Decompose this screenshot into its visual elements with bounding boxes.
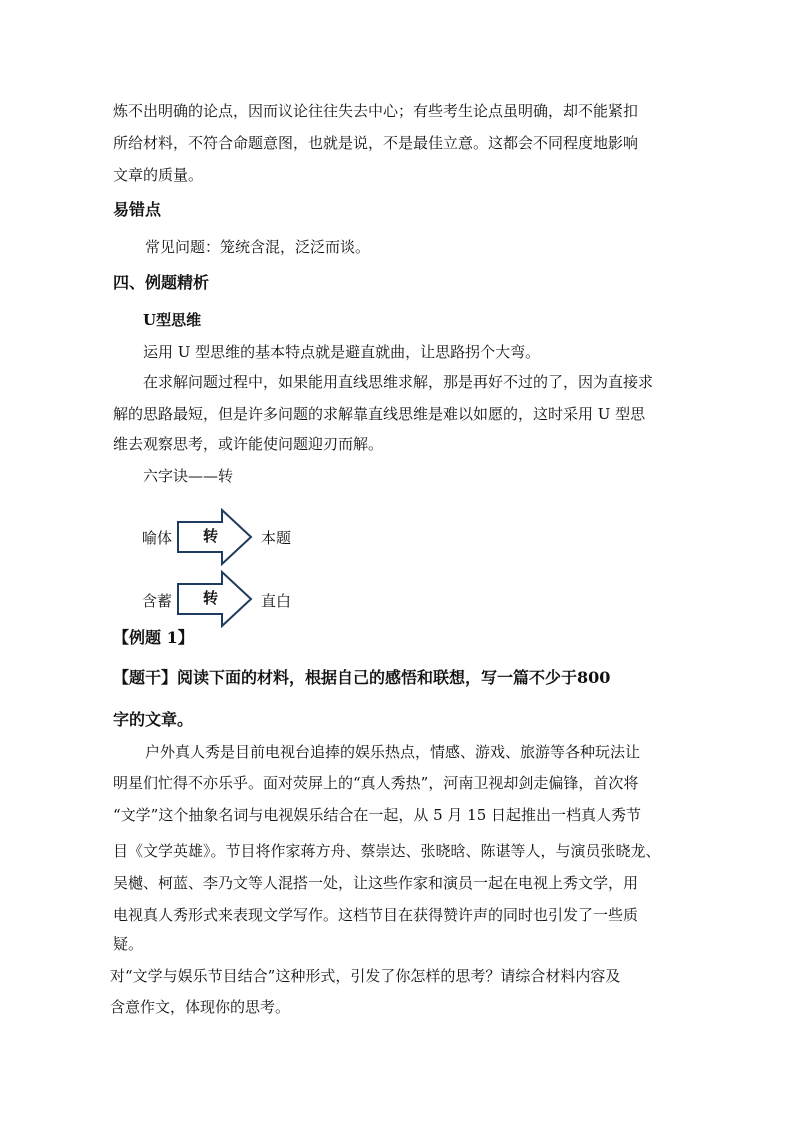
- errors-text: 常见问题：笼统含混，泛泛而谈。: [145, 238, 371, 256]
- intro-line-1: 炼不出明确的论点，因而议论往往失去中心；有些考生论点虽明确，却不能紧扣: [113, 102, 639, 120]
- example-stem-line2: 字的文章。: [113, 710, 194, 729]
- material-line-1: 户外真人秀是目前电视台追捧的娱乐热点，情感、游戏、旅游等各种玩法让: [145, 743, 641, 761]
- intro-line-3: 文章的质量。: [113, 166, 204, 184]
- material-line-5: 吴樾、柯蓝、李乃文等人混搭一处，让这些作家和演员一起在电视上秀文学，用: [113, 874, 639, 892]
- example-stem-line1: 【题干】阅读下面的材料，根据自己的感悟和联想，写一篇不少于800: [113, 668, 611, 687]
- material-line-3: “文学”这个抽象名词与电视娱乐结合在一起，从 5 月 15 日起推出一档真人秀节: [113, 806, 642, 824]
- diagram-row2-to: 直白: [261, 592, 292, 610]
- diagram-row1-from: 喻体: [142, 529, 173, 547]
- material-line-7: 疑。: [113, 935, 144, 953]
- diagram-row1-to: 本题: [261, 529, 292, 547]
- intro-line-2: 所给材料，不符合命题意图，也就是说，不是最佳立意。这都会不同程度地影响: [113, 134, 639, 152]
- section4-p2-line3: 维去观察思考，或许能使问题迎刃而解。: [113, 435, 384, 453]
- material-line-2: 明星们忙得不亦乐乎。面对荧屏上的“真人秀热”，河南卫视却剑走偏锋，首次将: [113, 774, 639, 792]
- mnemonic-title: 六字诀——转: [143, 467, 234, 485]
- material-line-4: 目《文学英雄》。节目将作家蒋方舟、蔡崇达、张晓晗、陈谌等人，与演员张晓龙、: [113, 842, 661, 860]
- section4-p2-line1: 在求解问题过程中，如果能用直线思维求解，那是再好不过的了，因为直接求: [143, 373, 654, 391]
- example-title: 【例题 1】: [113, 628, 194, 647]
- question-line-1: 对“文学与娱乐节目结合”这种形式，引发了你怎样的思考？请综合材料内容及: [110, 967, 621, 985]
- section4-subheading: U型思维: [143, 311, 202, 329]
- diagram-row1-arrow-label: 转: [203, 527, 219, 545]
- material-line-6: 电视真人秀形式来表现文学写作。这档节目在获得赞许声的同时也引发了一些质: [113, 906, 639, 924]
- section4-p2-line2: 解的思路最短，但是许多问题的求解靠直线思维是难以如愿的，这时采用 U 型思: [113, 405, 646, 423]
- errors-heading: 易错点: [113, 200, 162, 219]
- question-line-2: 含意作文，体现你的思考。: [110, 998, 291, 1016]
- diagram-row2-arrow-label: 转: [203, 589, 219, 607]
- section4-p1: 运用 U 型思维的基本特点就是避直就曲，让思路拐个大弯。: [143, 343, 541, 361]
- diagram-row2-from: 含蓄: [142, 592, 173, 610]
- section4-heading: 四、例题精析: [113, 273, 210, 292]
